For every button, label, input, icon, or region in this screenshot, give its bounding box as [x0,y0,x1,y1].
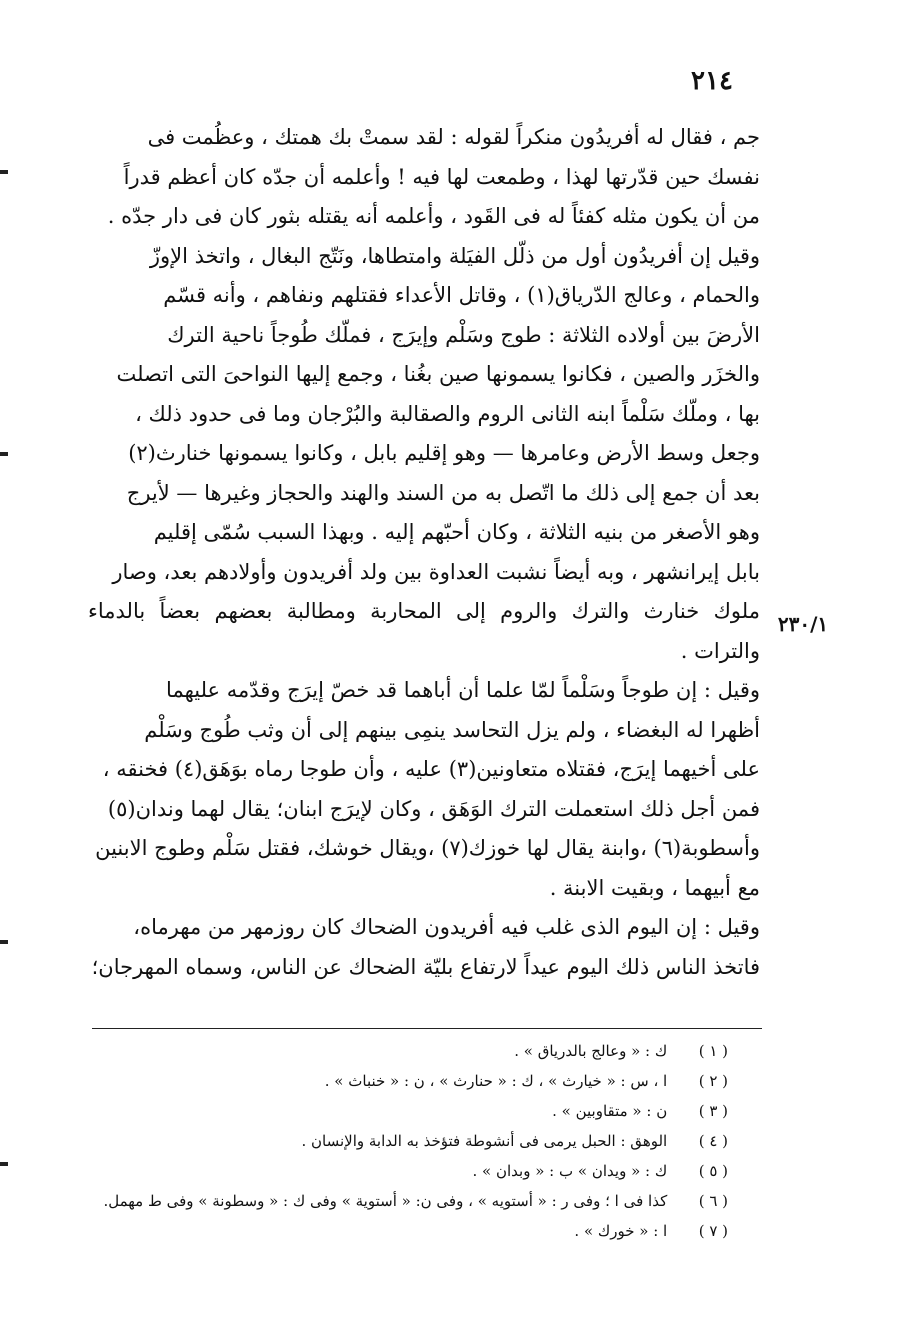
footnote-text: ك : « وعالج بالدرياق » . [514,1042,668,1060]
text-line: وجعل وسط الأرض وعامرها — وهو إقليم بابل ، وكانوا يسمونها خنارث(٢) [128,441,760,465]
text-line: بها ، وملّك سَلْماً ابنه الثانى الروم والصقالبة والبُرْجان وما فى حدود ذلك ، [135,401,760,426]
footnote-text: ن : « متقاوبين » . [552,1102,668,1120]
footnote [88,1216,728,1246]
text-line: مع أبيهما ، وبقيت الابنة . [549,875,760,900]
footnote-text: ا : « خورك » . [574,1222,668,1240]
text-line: فاتخذ الناس ذلك اليوم عيداً لارتفاع بليّة الضحاك عن الناس، وسماه المهرجان؛ [91,954,760,979]
text-line: الأرضَ بين أولاده الثلاثة : طوج وسَلْم وإيرَج ، فملّك طُوجاً ناحية الترك [167,322,760,347]
text-line: والحمام ، وعالج الدّرياق(١) ، وقاتل الأعداء فقتلهم ونفاهم ، وأنه قسّم [163,283,760,307]
text-line: فمن أجل ذلك استعملت الترك الوَهَق ، وكان لإيرَج ابنان؛ يقال لهما وندان(٥) [107,796,760,821]
footnote-number: ( ٤ ) [698,1132,728,1150]
footnote [88,1036,728,1066]
footnote-text: كذا فى ا ؛ وفى ر : « أستويه » ، وفى ن: « أستوية » وفى ك : « وسطونة » وفى ط مهمل. [103,1192,668,1210]
text-line: بابل إيرانشهر ، وبه أيضاً نشبت العداوة بين ولد أفريدون وأولادهم بعد، وصار [112,559,760,584]
margin-reference: ٢٣٠/١ [777,612,829,636]
text-line: وأسطوبة(٦) ،وابنة يقال لها خوزك(٧) ،ويقال خوشك، فقتل سَلْم وطوج الابنين [95,836,760,860]
footnote [88,1066,728,1096]
footnotes [88,1036,728,1246]
footnote-text: ك : « ويدان » ب : « وبدان » . [472,1162,668,1180]
text-line: جم ، فقال له أفريدُون منكراً لقوله : لقد سمتْ بك همتك ، وعظُمت فى [147,125,760,149]
text-line: وقيل : إن اليوم الذى غلب فيه أفريدون الضحاك كان روزمهر من مهرماه، [133,915,760,939]
text-line: نفسك حين قدّرتها لهذا ، وطمعت لها فيه ! وأعلمه أن جدّه كان أعظم قدراً [123,164,760,189]
text-line: أظهرا له البغضاء ، ولم يزل التحاسد ينمِى بينهم إلى أن وثب طُوج وسَلْم [144,717,760,742]
footnote [88,1156,728,1186]
footnote [88,1126,728,1156]
footnote [88,1096,728,1126]
page-number: ٢١٤ [691,66,733,96]
text-line: على أخيهما إيرَج، فقتلاه متعاونين(٣) عليه ، وأن طوجا رماه بوَهَق(٤) فخنقه ، [102,757,760,781]
edge-mark [0,170,8,174]
footnote-rule [92,1028,762,1029]
footnote-number: ( ١ ) [698,1042,728,1060]
edge-mark [0,1162,8,1166]
footnote-text: ا ، س : « خيارث » ، ك : « حنارث » ، ن : « خنباث » . [324,1072,668,1090]
text-line: وهو الأصغر من بنيه الثلاثة ، وكان أحبّهم إليه . وبهذا السبب سُمّى إقليم [153,520,760,544]
edge-mark [0,940,8,944]
text-line: ملوك خنارث والترك والروم إلى المحاربة ومطالبة بعضهم بعضاً بالدماء والترات . [88,599,760,663]
footnote-number: ( ٢ ) [698,1072,728,1090]
footnote-number: ( ٣ ) [698,1102,728,1120]
text-line: وقيل إن أفريدُون أول من ذلّل الفيَلة وامتطاها، ونَتّج البغال ، واتخذ الإوزّ [149,243,760,268]
footnote-number: ( ٦ ) [698,1192,728,1210]
footnote-number: ( ٧ ) [698,1222,728,1240]
text-line: من أن يكون مثله كفئاً له فى القَود ، وأعلمه أنه يقتله بثور كان فى دار جدّه . [107,204,760,228]
text-line: بعد أن جمع إلى ذلك ما اتّصل به من السند والهند والحجاز وغيرها — لأيرج [126,480,760,505]
footnote-text: الوهق : الحبل يرمى فى أنشوطة فتؤخذ به الدابة والإنسان . [301,1132,668,1150]
footnote-number: ( ٥ ) [698,1162,728,1180]
footnote [88,1186,728,1216]
edge-mark [0,452,8,456]
text-line: والخزَر والصين ، فكانوا يسمونها صين بغُنا ، وجمع إليها النواحىَ التى اتصلت [116,362,760,386]
body-text [88,118,760,987]
text-line: وقيل : إن طوجاً وسَلْماً لمّا علما أن أباهما قد خصّ إيرَج وقدّمه عليهما [166,678,760,702]
